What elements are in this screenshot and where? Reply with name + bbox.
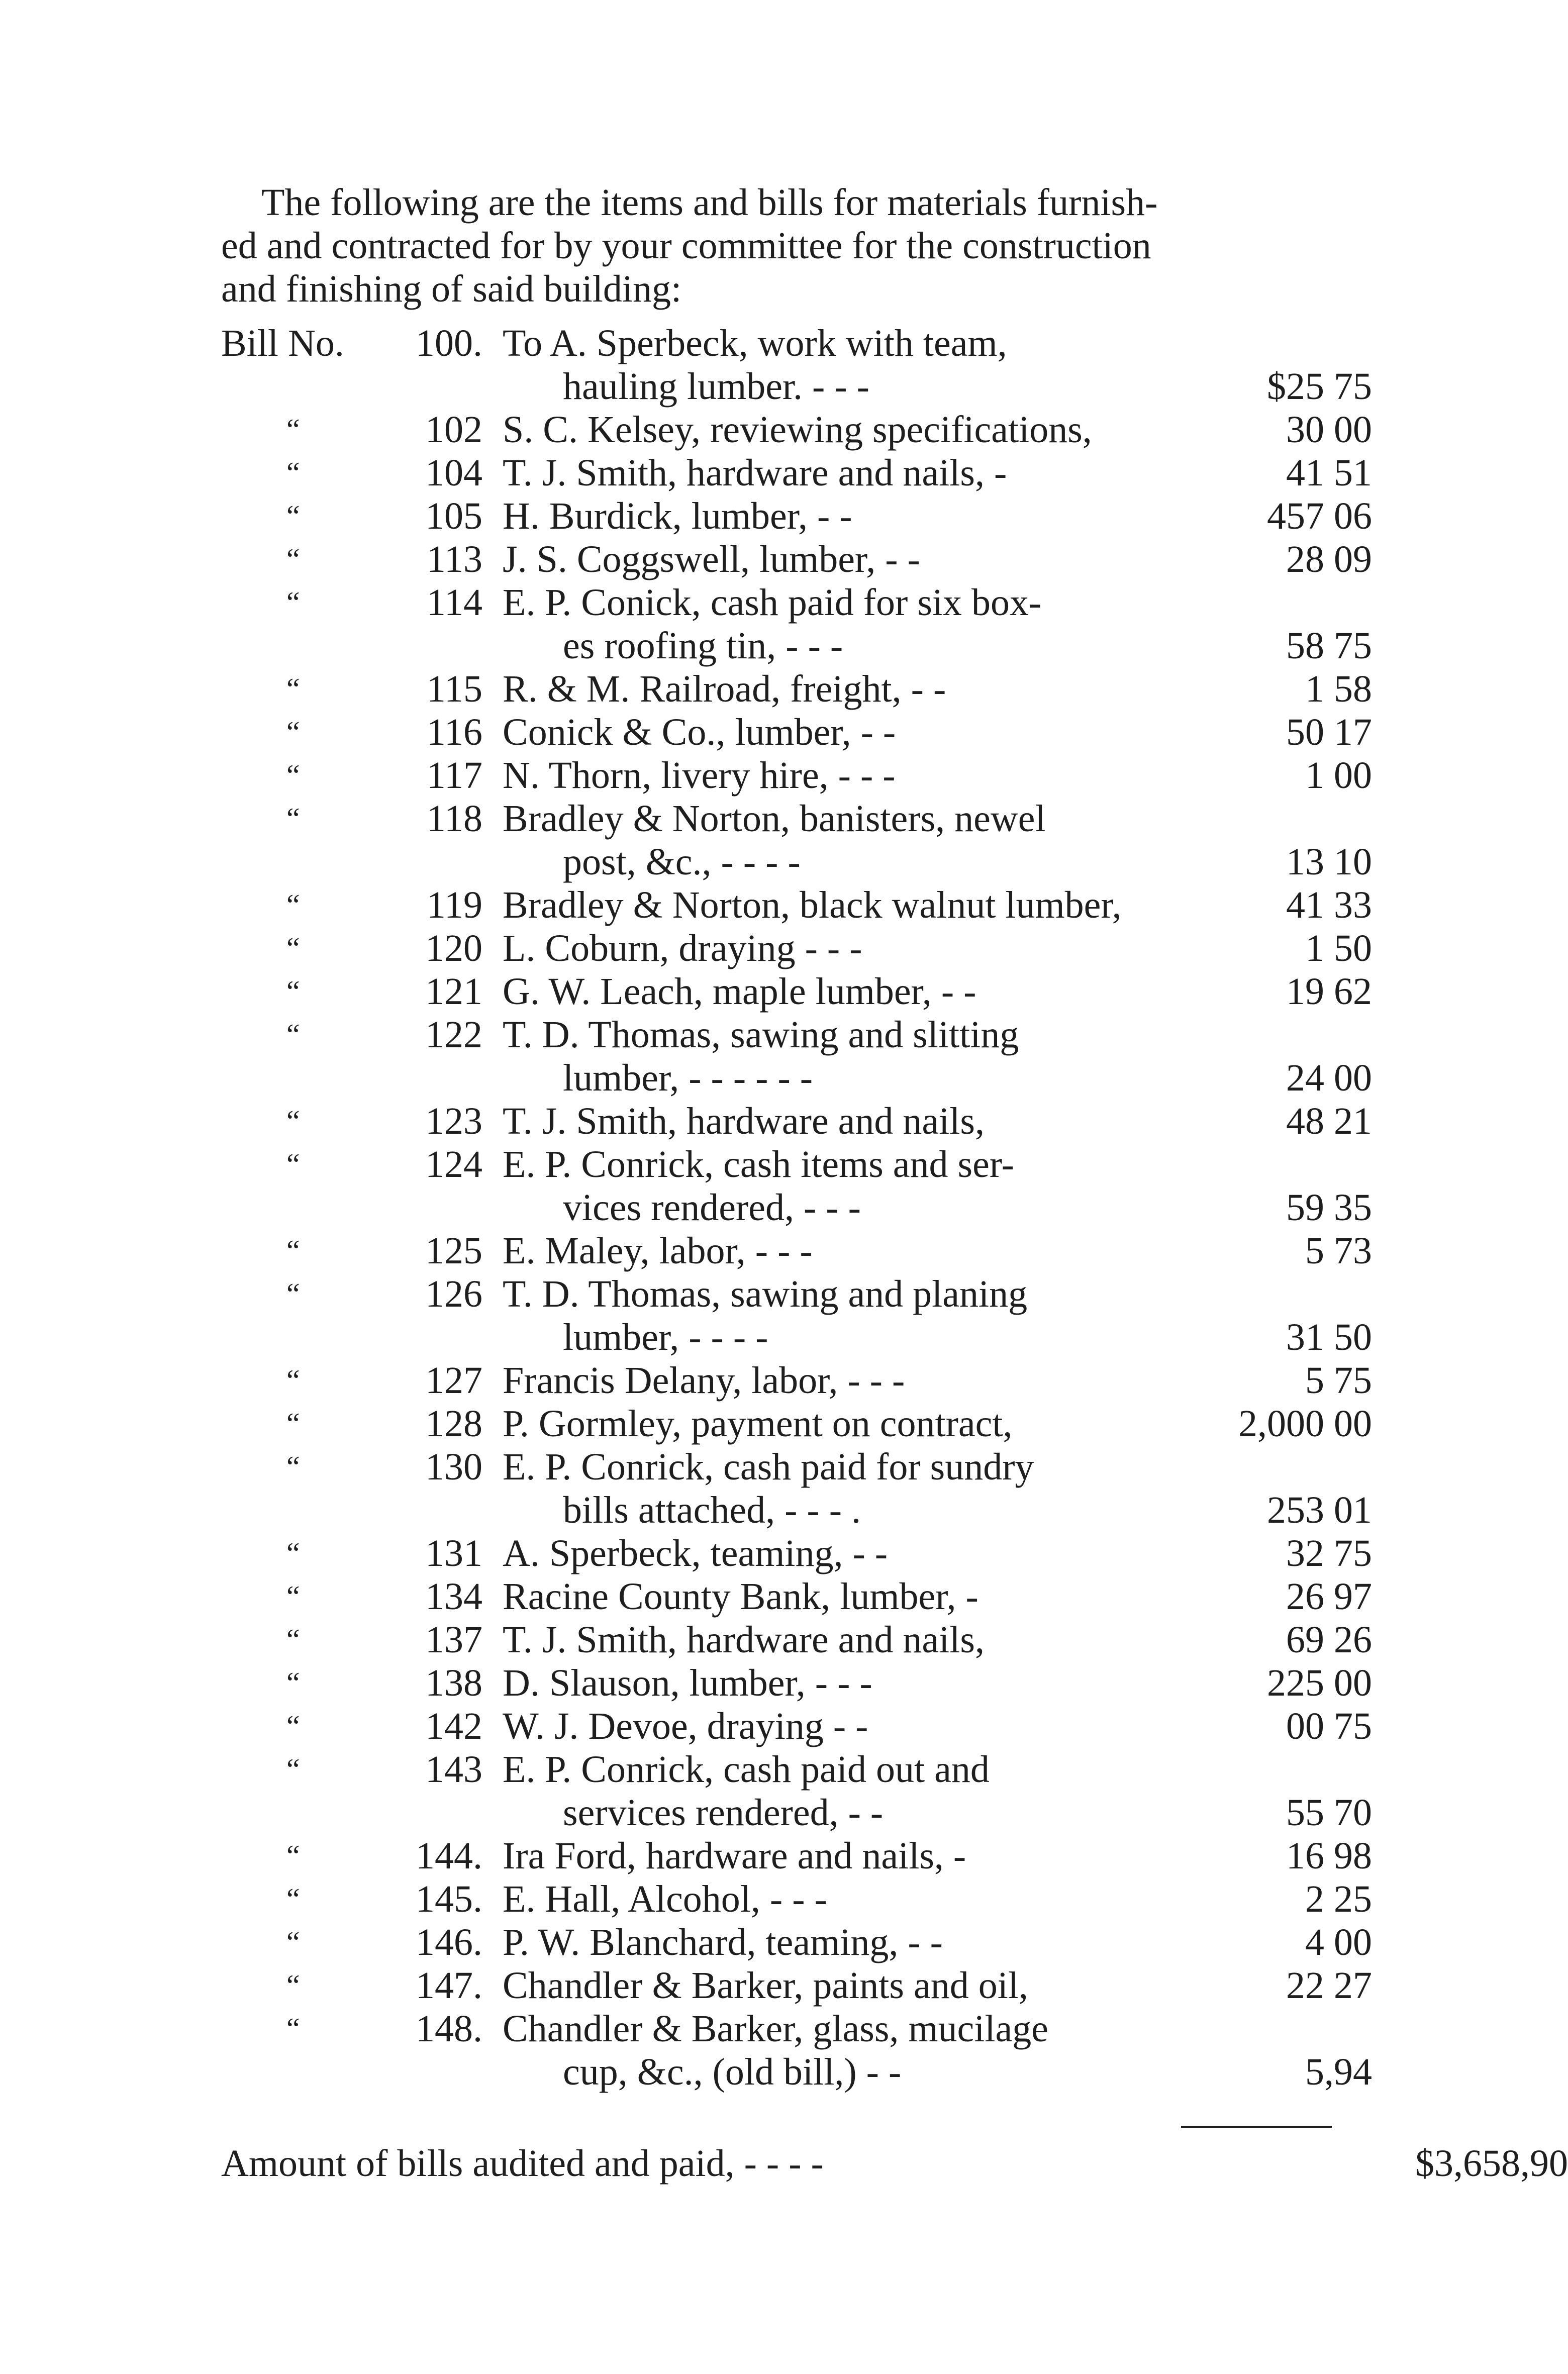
bill-amount: 5,94 (1305, 2051, 1372, 2093)
bill-row (221, 1013, 1347, 1056)
ditto-mark: “ (286, 1969, 300, 2002)
ditto-mark: “ (286, 1148, 300, 1181)
bill-number: 121 (425, 970, 482, 1013)
bill-row (221, 1748, 1347, 1791)
ditto-mark: “ (286, 1883, 300, 1916)
bill-amount: 457 06 (1267, 495, 1372, 537)
bill-row (221, 581, 1347, 624)
bill-number: 144. (416, 1835, 482, 1877)
bill-row (221, 408, 1372, 451)
ditto-mark: “ (286, 543, 300, 576)
bill-description: E. P. Conrick, cash paid for sundry (503, 1446, 1034, 1488)
bill-row-continuation (221, 624, 1372, 667)
bill-number: 127 (425, 1359, 482, 1402)
bill-amount: 1 50 (1305, 927, 1372, 969)
bill-row-continuation (221, 1489, 1372, 1532)
bill-description: E. P. Conrick, cash paid out and (503, 1748, 990, 1791)
bill-number: 146. (416, 1921, 482, 1963)
bill-description: T. J. Smith, hardware and nails, (503, 1619, 985, 1661)
ditto-mark: “ (286, 1018, 300, 1051)
ditto-mark: “ (286, 1277, 300, 1311)
bill-description: Bradley & Norton, black walnut lumber, (503, 884, 1122, 926)
ditto-mark: “ (286, 975, 300, 1008)
bill-number: 119 (426, 884, 482, 926)
bill-amount: 24 00 (1286, 1057, 1372, 1099)
bill-description: E. Maley, labor, - - - (503, 1230, 813, 1272)
bill-amount: 225 00 (1267, 1662, 1372, 1704)
bill-amount: 41 33 (1286, 884, 1372, 926)
bill-row (221, 1834, 1372, 1877)
ditto-mark: “ (286, 1839, 300, 1872)
bill-row (221, 667, 1372, 711)
bill-number: 145. (416, 1878, 482, 1920)
bill-number: 143 (425, 1748, 482, 1791)
bill-description: A. Sperbeck, teaming, - - (503, 1532, 888, 1574)
bill-description: S. C. Kelsey, reviewing specifications, (503, 409, 1092, 451)
bill-row (221, 1877, 1372, 1921)
bill-number: 104 (425, 452, 482, 494)
bill-amount: 28 09 (1286, 538, 1372, 580)
intro-line: ed and contracted for by your committee for the construction (221, 225, 1151, 267)
bill-number: 113 (426, 538, 482, 580)
ditto-mark: “ (286, 500, 300, 533)
bill-row-continuation (221, 1186, 1372, 1229)
bill-row (221, 1921, 1372, 1964)
bill-amount: 41 51 (1286, 452, 1372, 494)
bill-row (221, 451, 1372, 494)
bill-amount: 26 97 (1286, 1575, 1372, 1618)
bill-description: E. P. Conick, cash paid for six box- (503, 581, 1042, 624)
ditto-mark: “ (286, 672, 300, 706)
bill-description: T. J. Smith, hardware and nails, (503, 1100, 985, 1142)
bill-number: 125 (425, 1230, 482, 1272)
bill-description: vices rendered, - - - (563, 1186, 861, 1229)
total-row (221, 2141, 1568, 2186)
ditto-mark: “ (286, 888, 300, 922)
ditto-mark: “ (286, 759, 300, 792)
bill-description: cup, &c., (old bill,) - - (563, 2051, 902, 2093)
bill-number: 117 (426, 754, 482, 797)
ditto-mark: “ (286, 1450, 300, 1483)
ditto-mark: “ (286, 1537, 300, 1570)
bill-number: 105 (425, 495, 482, 537)
bill-row (221, 1964, 1372, 2007)
bills-list (221, 322, 1372, 2094)
bill-description: Racine County Bank, lumber, - (503, 1575, 978, 1618)
bill-number: 130 (425, 1446, 482, 1488)
bill-number: 131 (425, 1532, 482, 1574)
bill-number: 100. (416, 322, 482, 364)
ditto-mark: “ (286, 1105, 300, 1138)
bill-amount: 1 00 (1305, 754, 1372, 797)
ditto-mark: “ (286, 1364, 300, 1397)
bill-description: P. W. Blanchard, teaming, - - (503, 1921, 943, 1963)
total-amount: $3,658,90 (1415, 2142, 1568, 2185)
bill-number: 142 (425, 1705, 482, 1747)
bill-row (221, 883, 1372, 927)
bill-description: T. D. Thomas, sawing and planing (503, 1273, 1028, 1315)
bill-description: services rendered, - - (563, 1792, 884, 1834)
bill-row (221, 927, 1372, 970)
bill-row (221, 1661, 1372, 1705)
bill-description: T. D. Thomas, sawing and slitting (503, 1014, 1019, 1056)
bill-row (221, 322, 1347, 365)
bill-amount: 2 25 (1305, 1878, 1372, 1920)
ditto-mark: “ (286, 586, 300, 619)
bill-description: Chandler & Barker, paints and oil, (503, 1964, 1028, 2007)
bill-amount: 50 17 (1286, 711, 1372, 753)
bill-amount: 253 01 (1267, 1489, 1372, 1531)
bill-row (221, 711, 1372, 754)
bill-description: lumber, - - - - - - (563, 1057, 813, 1099)
bill-row (221, 1532, 1372, 1575)
bill-number: 118 (426, 798, 482, 840)
bill-row (221, 970, 1372, 1013)
ditto-mark: “ (286, 716, 300, 749)
ditto-mark: “ (286, 1753, 300, 1786)
ditto-mark: “ (286, 456, 300, 489)
bill-amount: 69 26 (1286, 1619, 1372, 1661)
ditto-mark: “ (286, 1580, 300, 1613)
bill-row (221, 1402, 1372, 1445)
bill-number: 126 (425, 1273, 482, 1315)
bill-row (221, 754, 1372, 797)
bill-amount: 48 21 (1286, 1100, 1372, 1142)
bill-description: J. S. Coggswell, lumber, - - (503, 538, 920, 580)
bill-amount: 2,000 00 (1238, 1403, 1372, 1445)
intro-line: and finishing of said building: (221, 268, 682, 310)
ditto-mark: “ (286, 1926, 300, 1959)
bill-amount: 5 75 (1305, 1359, 1372, 1402)
intro-line: The following are the items and bills for materials furnish- (261, 181, 1158, 224)
bill-row (221, 538, 1372, 581)
bill-row (221, 1272, 1347, 1316)
bill-row (221, 2007, 1347, 2050)
bill-row (221, 1143, 1347, 1186)
bill-description: Chandler & Barker, glass, mucilage (503, 2008, 1048, 2050)
bill-description: lumber, - - - - (563, 1316, 768, 1358)
bill-amount: 30 00 (1286, 409, 1372, 451)
bill-description: es roofing tin, - - - (563, 625, 843, 667)
bill-number: 120 (425, 927, 482, 969)
bill-description: Bradley & Norton, banisters, newel (503, 798, 1046, 840)
ditto-mark: “ (286, 932, 300, 965)
bill-description: Ira Ford, hardware and nails, - (503, 1835, 966, 1877)
bill-row-continuation (221, 840, 1372, 883)
intro-paragraph (221, 181, 1347, 311)
bill-number: 115 (426, 668, 482, 710)
bill-row (221, 1445, 1347, 1489)
bill-row (221, 797, 1347, 840)
bill-amount: 19 62 (1286, 970, 1372, 1013)
bill-description: W. J. Devoe, draying - - (503, 1705, 868, 1747)
bill-amount: 5 73 (1305, 1230, 1372, 1272)
bill-number: 128 (425, 1403, 482, 1445)
ditto-mark: “ (286, 1234, 300, 1267)
bill-description: hauling lumber. - - - (563, 365, 869, 408)
ditto-mark: “ (286, 413, 300, 446)
bill-description: N. Thorn, livery hire, - - - (503, 754, 896, 797)
ditto-mark: “ (286, 2012, 300, 2045)
bill-row (221, 1229, 1372, 1272)
bill-amount: 22 27 (1286, 1964, 1372, 2007)
ditto-mark: “ (286, 1666, 300, 1700)
bill-amount: 55 70 (1286, 1792, 1372, 1834)
bill-description: T. J. Smith, hardware and nails, - (503, 452, 1007, 494)
bill-amount: 31 50 (1286, 1316, 1372, 1358)
bill-description: R. & M. Railroad, freight, - - (503, 668, 946, 710)
bill-row (221, 494, 1372, 538)
bill-description: L. Coburn, draying - - - (503, 927, 862, 969)
bill-row-continuation (221, 1316, 1372, 1359)
bill-row (221, 1618, 1372, 1661)
bill-number: 138 (425, 1662, 482, 1704)
bill-description: To A. Sperbeck, work with team, (503, 322, 1007, 364)
bill-number: 123 (425, 1100, 482, 1142)
bill-number: 147. (416, 1964, 482, 2007)
bill-description: bills attached, - - - . (563, 1489, 861, 1531)
bill-number: 114 (426, 581, 482, 624)
bill-row (221, 1359, 1372, 1402)
ditto-mark: “ (286, 1710, 300, 1743)
total-rule (1181, 2126, 1332, 2128)
bill-description: H. Burdick, lumber, - - (503, 495, 852, 537)
bill-description: Conick & Co., lumber, - - (503, 711, 896, 753)
ditto-mark: “ (286, 802, 300, 835)
bill-number: 137 (425, 1619, 482, 1661)
bill-amount: 59 35 (1286, 1186, 1372, 1229)
bill-row (221, 1100, 1372, 1143)
bill-number: 116 (426, 711, 482, 753)
ditto-mark: “ (286, 1623, 300, 1656)
bill-label: Bill No. (221, 322, 344, 364)
bill-row (221, 1575, 1372, 1618)
bill-description: E. P. Conrick, cash items and ser- (503, 1143, 1014, 1185)
bill-amount: 1 58 (1305, 668, 1372, 710)
bill-description: post, &c., - - - - (563, 841, 801, 883)
bill-description: G. W. Leach, maple lumber, - - (503, 970, 976, 1013)
bill-row-continuation (221, 365, 1372, 408)
total-label: Amount of bills audited and paid, - - - - (221, 2142, 824, 2185)
bill-amount: 32 75 (1286, 1532, 1372, 1574)
bill-number: 134 (425, 1575, 482, 1618)
bill-row-continuation (221, 2050, 1372, 2094)
bill-row (221, 1705, 1372, 1748)
bill-number: 124 (425, 1143, 482, 1185)
bill-amount: 58 75 (1286, 625, 1372, 667)
bill-amount: 13 10 (1286, 841, 1372, 883)
bill-amount: 00 75 (1286, 1705, 1372, 1747)
bill-row-continuation (221, 1056, 1372, 1100)
ditto-mark: “ (286, 1407, 300, 1440)
bill-description: E. Hall, Alcohol, - - - (503, 1878, 827, 1920)
bill-number: 148. (416, 2008, 482, 2050)
bill-number: 102 (425, 409, 482, 451)
bill-description: D. Slauson, lumber, - - - (503, 1662, 872, 1704)
bill-number: 122 (425, 1014, 482, 1056)
bill-amount: 4 00 (1305, 1921, 1372, 1963)
bill-description: Francis Delany, labor, - - - (503, 1359, 905, 1402)
bill-amount: 16 98 (1286, 1835, 1372, 1877)
bill-amount: $25 75 (1267, 365, 1372, 408)
bill-row-continuation (221, 1791, 1372, 1834)
bill-description: P. Gormley, payment on contract, (503, 1403, 1013, 1445)
